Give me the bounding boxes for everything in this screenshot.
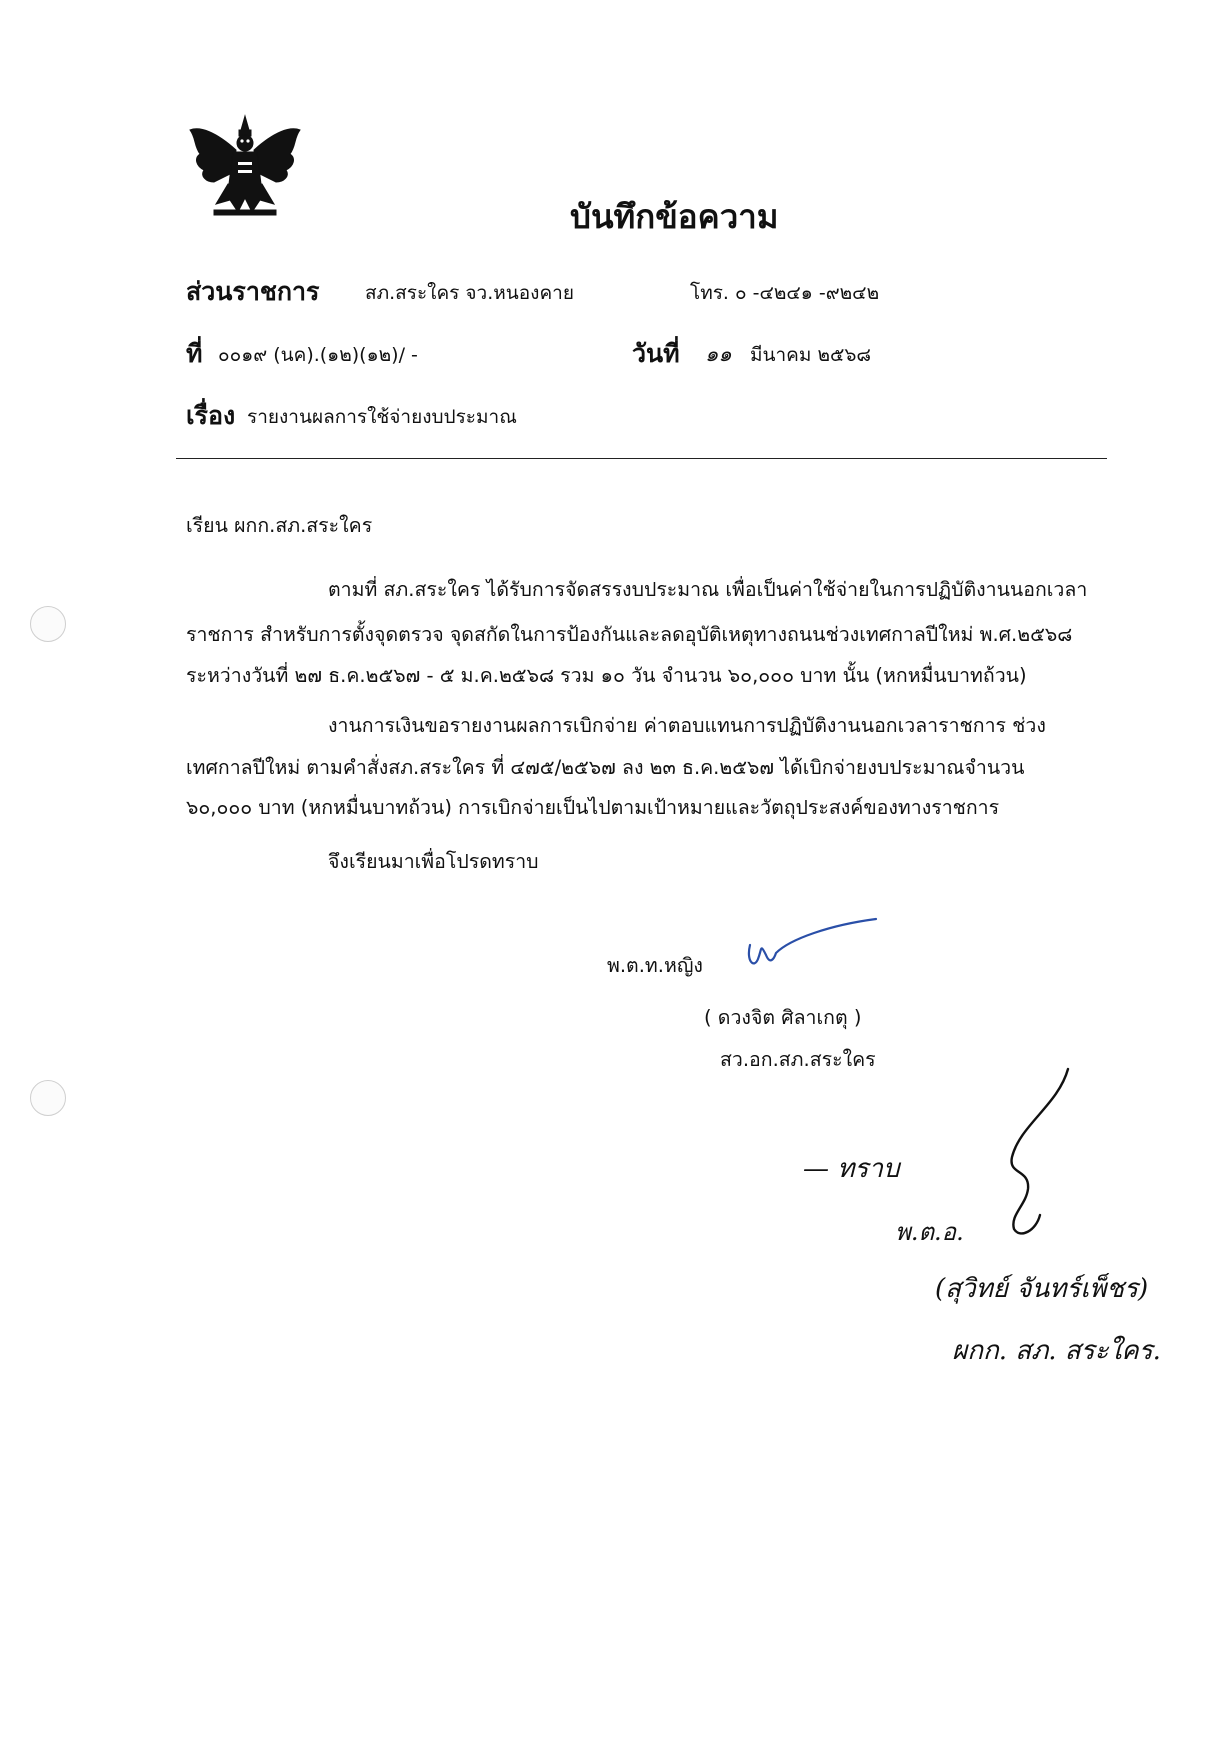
department-label: ส่วนราชการ <box>186 277 320 306</box>
signer-signature-mark <box>740 915 880 975</box>
paragraph-2-line-1: งานการเงินขอรายงานผลการเบิกจ่าย ค่าตอบแทนการปฏิบัติงานนอกเวลาราชการ ช่วง <box>328 714 1046 737</box>
punch-hole-top <box>30 606 66 642</box>
endorsement-name: (สุวิทย์ จันทร์เพ็ชร) <box>935 1274 1149 1304</box>
paragraph-2-line-2: เทศกาลปีใหม่ ตามคำสั่งสภ.สระใคร ที่ ๔๗๕/๒๕๖๗ ลง ๒๓ ธ.ค.๒๕๖๗ ได้เบิกจ่ายงบประมาณจำนวน <box>186 756 1025 779</box>
signer-position: สว.อก.สภ.สระใคร <box>720 1048 876 1071</box>
department-value: สภ.สระใคร จว.หนองคาย <box>365 282 574 304</box>
endorsement-signature-mark <box>990 1065 1080 1245</box>
date-day-handwritten: ๑๑ <box>705 342 732 366</box>
closing-line: จึงเรียนมาเพื่อโปรดทราบ <box>328 850 539 873</box>
paragraph-1-line-2: ราชการ สำหรับการตั้งจุดตรวจ จุดสกัดในการป้องกันและลดอุบัติเหตุทางถนนช่วงเทศกาลปีใหม่ พ.ศ.๒๕๖๘ <box>186 623 1073 646</box>
paragraph-2-line-3: ๖๐,๐๐๐ บาท (หกหมื่นบาทถ้วน) การเบิกจ่ายเป็นไปตามเป้าหมายและวัตถุประสงค์ของทางราชการ <box>186 796 1000 819</box>
date-label: วันที่ <box>632 339 680 368</box>
endorsement-note: — ทราบ <box>803 1154 900 1184</box>
endorsement-rank: พ.ต.อ. <box>895 1218 964 1246</box>
header-divider <box>176 458 1107 459</box>
memo-title: บันทึกข้อความ <box>570 197 779 236</box>
garuda-emblem-icon <box>186 112 304 220</box>
paragraph-1-line-1: ตามที่ สภ.สระใคร ได้รับการจัดสรรงบประมาณ เพื่อเป็นค่าใช้จ่ายในการปฏิบัติงานนอกเวลา <box>328 578 1088 601</box>
reference-number: ๐๐๑๙ (นค).(๑๒)(๑๒)/ - <box>218 344 418 366</box>
salutation: เรียน ผกก.สภ.สระใคร <box>186 514 373 537</box>
signer-rank: พ.ต.ท.หญิง <box>607 954 703 977</box>
paragraph-1-line-3: ระหว่างวันที่ ๒๗ ธ.ค.๒๕๖๗ - ๕ ม.ค.๒๕๖๘ รวม ๑๐ วัน จำนวน ๖๐,๐๐๐ บาท นั้น (หกหมื่นบาทถ้วน) <box>186 664 1027 687</box>
signer-name: ( ดวงจิต ศิลาเกตุ ) <box>704 1006 862 1029</box>
punch-hole-bottom <box>30 1080 66 1116</box>
endorsement-position: ผกก. สภ. สระใคร. <box>952 1336 1161 1366</box>
reference-label: ที่ <box>186 339 203 368</box>
subject-value: รายงานผลการใช้จ่ายงบประมาณ <box>247 406 517 428</box>
phone-number: โทร. ๐ -๔๒๔๑ -๙๒๔๒ <box>690 282 880 304</box>
date-month-year: มีนาคม ๒๕๖๘ <box>750 344 872 366</box>
subject-label: เรื่อง <box>186 401 236 430</box>
